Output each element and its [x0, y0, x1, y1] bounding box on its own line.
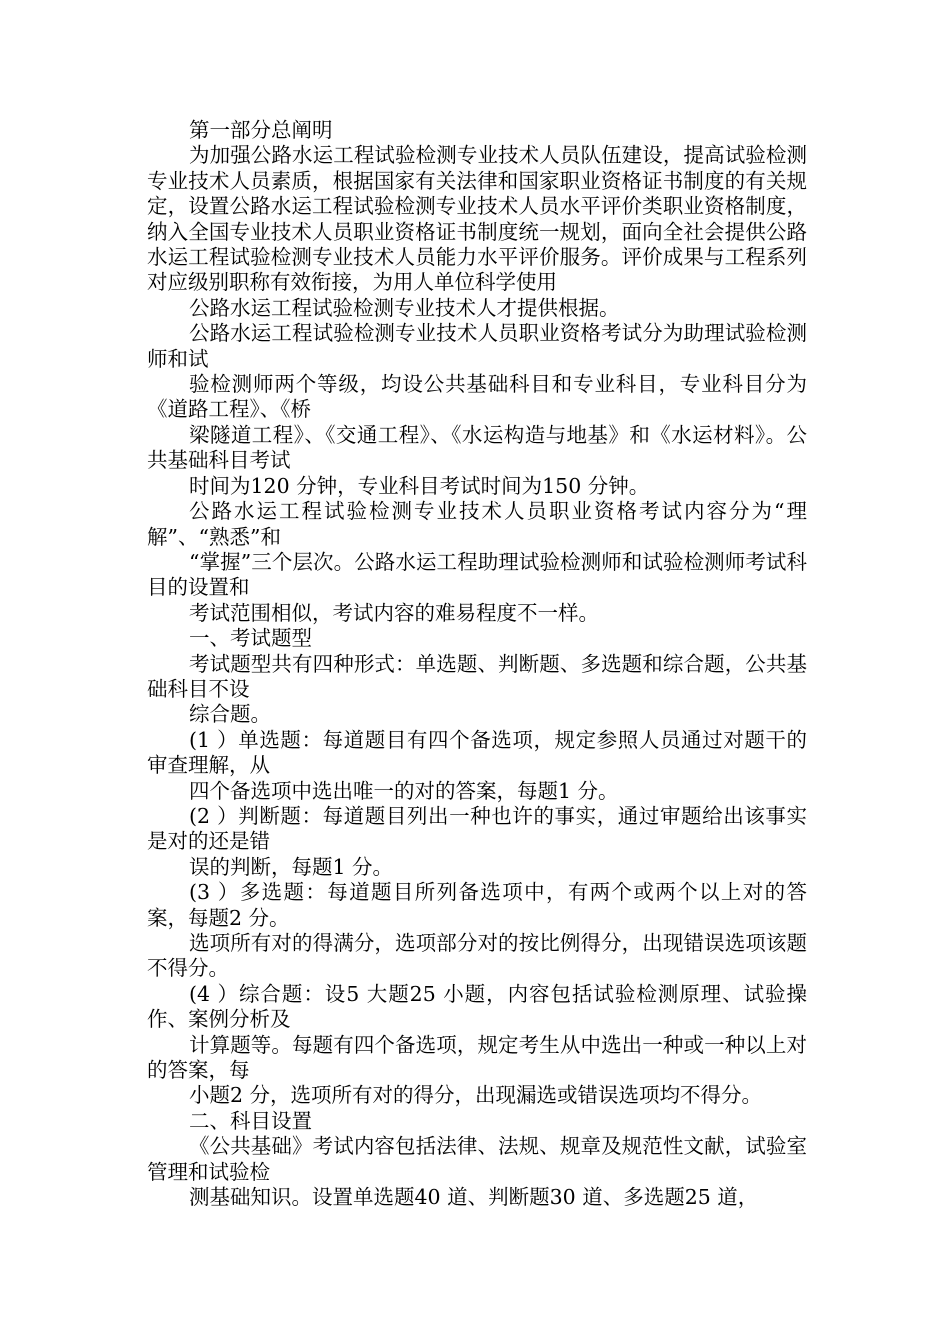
list-item-multiple-choice: (3 ）多选题：每道题目所列备选项中，有两个或两个以上对的答案，每题2 分。 — [147, 880, 807, 930]
paragraph: 考试题型共有四种形式：单选题、判断题、多选题和综合题，公共基础科目不设 — [147, 651, 807, 701]
paragraph-intro: 为加强公路水运工程试验检测专业技术人员队伍建设，提高试验检测专业技术人员素质，根据国家有关法律和国家职业资格证书制度的有关规定，设置公路水运工程试验检测专业技术人员水平评价类职业资格制度，纳入全国专业技术人员职业资格证书制度统一规划，面向全社会提供公路水运工程试验检测专业技术人员能力水平评价服务。评价成果与工程系列对应级别职称有效衔接，为用人单位科学使用 — [147, 143, 807, 295]
paragraph: “掌握”三个层次。公路水运工程助理试验检测师和试验检测师考试科目的设置和 — [147, 549, 807, 600]
document-page — [147, 118, 807, 1210]
paragraph-heading-part-one: 第一部分总阐明 — [189, 118, 333, 142]
paragraph: 选项所有对的得满分，选项部分对的按比例得分，出现错误选项该题不得分。 — [147, 931, 807, 981]
paragraph: 考试范围相似，考试内容的难易程度不一样。 — [189, 600, 599, 625]
paragraph: 时间为120 分钟，专业科目考试时间为150 分钟。 — [189, 473, 650, 498]
paragraph: 《公共基础》考试内容包括法律、法规、规章及规范性文献，试验室管理和试验检 — [147, 1134, 807, 1184]
paragraph: 综合题。 — [189, 702, 271, 727]
paragraph: 验检测师两个等级，均设公共基础科目和专业科目，专业科目分为《道路工程》、《桥 — [147, 372, 807, 422]
paragraph: 公路水运工程试验检测专业技术人员职业资格考试分为助理试验检测师和试 — [147, 321, 807, 371]
paragraph: 测基础知识。设置单选题40 道、判断题30 道、多选题25 道， — [189, 1185, 759, 1210]
paragraph: 公路水运工程试验检测专业技术人才提供根据。 — [189, 295, 620, 320]
paragraph: 误的判断，每题1 分。 — [189, 854, 394, 879]
paragraph: 小题2 分，选项所有对的得分，出现漏选或错误选项均不得分。 — [189, 1083, 763, 1108]
list-item-true-false: (2 ）判断题：每道题目列出一种也许的事实，通过审题给出该事实是对的还是错 — [147, 803, 807, 854]
section-heading-question-types: 一、考试题型 — [189, 626, 312, 651]
list-item-single-choice: (1 ）单选题：每道题目有四个备选项，规定参照人员通过对题干的审查理解，从 — [147, 727, 807, 778]
paragraph: 梁隧道工程》、《交通工程》、《水运构造与地基》和《水运材料》。公共基础科目考试 — [147, 422, 807, 473]
paragraph: 公路水运工程试验检测专业技术人员职业资格考试内容分为“理解”、“熟悉”和 — [147, 499, 807, 549]
paragraph: 计算题等。每题有四个备选项，规定考生从中选出一种或一种以上对的答案，每 — [147, 1032, 807, 1083]
paragraph: 四个备选项中选出唯一的对的答案，每题1 分。 — [189, 778, 619, 803]
section-heading-subjects: 二、科目设置 — [189, 1108, 312, 1133]
list-item-comprehensive: (4 ）综合题：设5 大题25 小题，内容包括试验检测原理、试验操作、案例分析及 — [147, 981, 807, 1032]
